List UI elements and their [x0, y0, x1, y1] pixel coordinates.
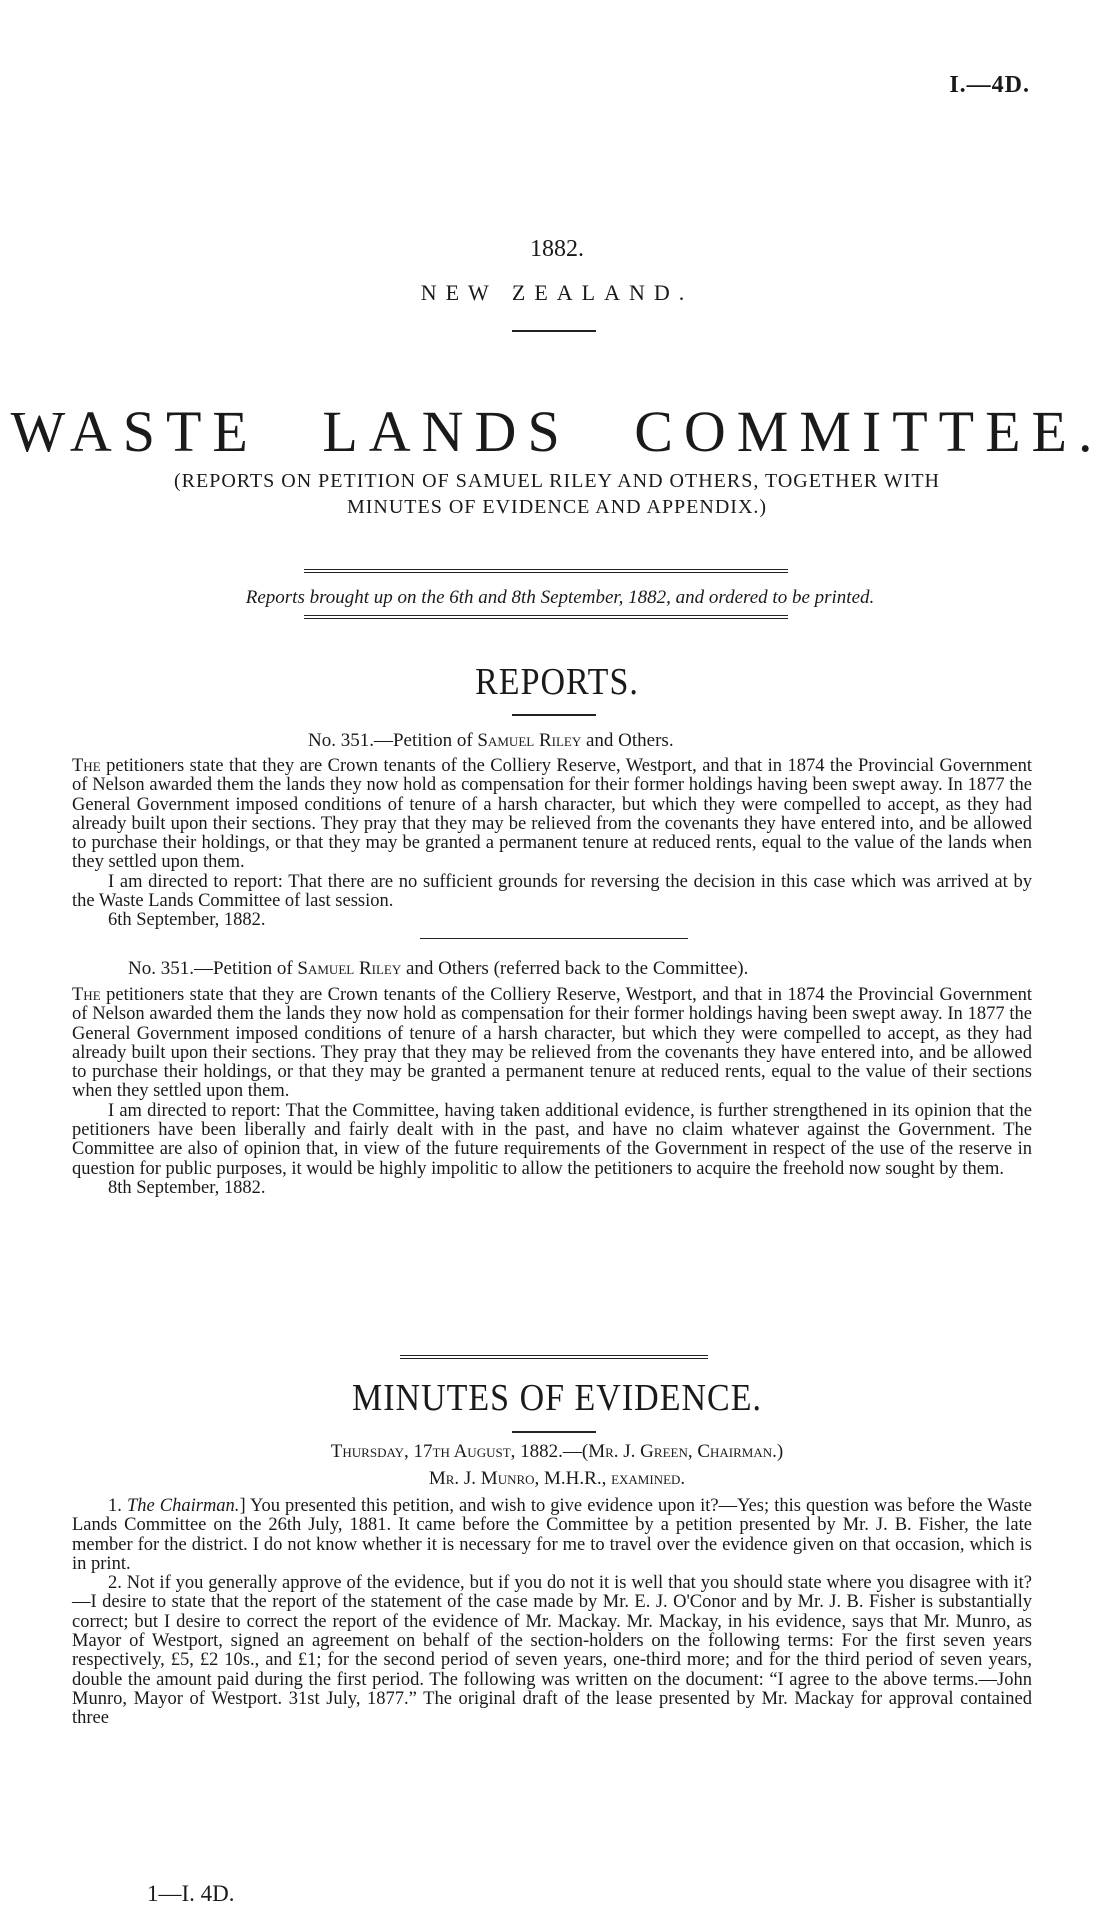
report-1-lead-word: The — [72, 756, 101, 776]
report-1-heading-suffix: and Others. — [581, 730, 674, 751]
page-footer: 1—I. 4D. — [147, 1881, 235, 1906]
report-2-paragraph-2: I am directed to report: That the Committee, having taken additional evidence, is further strengthened in its opinion that the petitioners have been liberally and fairly dealt with in the past, and have no claim whatever against the Government. The Committee are also of opinion that, in view of the future requirements of the Government in respect of the use of the reserve in question for public purposes, it would be highly impolitic to allow the petitioners to acquire the freehold now sought by them. — [72, 1100, 1032, 1179]
report-2-heading-suffix: and Others (referred back to the Committee). — [401, 958, 749, 979]
report-2-lead-word: The — [72, 985, 101, 1005]
report-1-body — [72, 757, 1032, 931]
report-2-paragraph-1-text: petitioners state that they are Crown tenants of the Colliery Reserve, Westport, and that in 1874 the Provincial Government of Nelson awarded them the lands they now hold as compensation for their former holdings having been swept away. In 1877 the General Government imposed conditions of tenure of a harsh character, but which they were compelled to accept, as they had already built upon their sections. They pray that they may be relieved from the covenants they have entered into, and be allowed to purchase their holdings, or that they may be granted a permanent tenure at reduced rents, equal to the value of their sections when they settled upon them. — [72, 985, 1032, 1102]
report-2-heading — [128, 958, 748, 980]
divider-rule — [400, 1358, 708, 1359]
divider-rule — [400, 1355, 708, 1356]
report-2-body — [72, 986, 1032, 1198]
report-1-heading — [308, 730, 674, 752]
minutes-witness: Mr. J. Munro, M.H.R., examined. — [428, 1468, 686, 1489]
report-2-date: 8th September, 1882. — [108, 1177, 266, 1198]
brought-up-notice: Reports brought up on the 6th and 8th September, 1882, and ordered to be printed. — [245, 587, 875, 608]
document-title: WASTE LANDS COMMITTEE. — [10, 399, 1104, 464]
minutes-date: Thursday, 17th August, 1882.—(Mr. J. Green, Chairman.) — [330, 1441, 784, 1462]
report-1-heading-prefix: No. 351.—Petition of — [308, 730, 478, 751]
question-2: 2. Not if you generally approve of the evidence, but if you do not it is well that you should state where you disagree with it?—I desire to state that the report of the statement of the case made by Mr. E. J. O'Conor and by Mr. J. B. Fisher is substantially correct; but I desire to correct the report of the evidence of Mr. Mackay. Mr. Mackay, in his evidence, says that Mr. Munro, as Mayor of Westport, signed an agreement on behalf of the section-holders on the following terms: For the first seven years respectively, £5, £2 10s., and £1; for the second period of seven years, one-third more; and for the third period of seven years, double the amount paid during the first period. The following was written on the document: “I agree to the above terms.—John Munro, Mayor of Westport. 31st July, 1877.” The original draft of the lease presented by Mr. Mackay for approval contained three — [72, 1573, 1032, 1729]
divider-rule — [304, 618, 788, 619]
report-1-petitioner-name: Samuel Riley — [477, 730, 582, 751]
divider-rule — [512, 714, 596, 716]
minutes-date-line — [0, 1441, 1114, 1463]
divider-rule — [512, 330, 596, 332]
report-1-date: 6th September, 1882. — [108, 910, 266, 931]
minutes-witness-line — [0, 1468, 1114, 1490]
question-1-text: ] You presented this petition, and wish to give evidence upon it?—Yes; this question was before the Waste Lands Committee on the 26th July, 1881. It came before the Committee by a petition presented by Mr. J. B. Fisher, the late member for the district. I do not know whether it is necessary for me to travel over the evidence given on that occasion, which is in print. — [72, 1496, 1032, 1574]
report-2-paragraph-1 — [72, 986, 1032, 1102]
subtitle-line-1: (REPORTS ON PETITION OF SAMUEL RILEY AND OTHERS, TOGETHER WITH — [174, 470, 940, 492]
minutes-body — [72, 1497, 1032, 1729]
report-1-paragraph-2: I am directed to report: That there are no sufficient grounds for reversing the decision in this case which was arrived at by the Waste Lands Committee of last session. — [72, 871, 1032, 912]
year: 1882. — [530, 236, 584, 262]
minutes-heading: MINUTES OF EVIDENCE. — [351, 1377, 763, 1420]
report-1-paragraph-1 — [72, 757, 1032, 873]
page-reference: I.—4D. — [949, 72, 1030, 98]
divider-rule — [304, 569, 788, 570]
divider-rule — [304, 615, 788, 616]
question-1-speaker: The Chairman. — [126, 1496, 240, 1516]
divider-rule — [304, 572, 788, 573]
divider-rule — [512, 1431, 596, 1433]
report-2-heading-prefix: No. 351.—Petition of — [128, 958, 298, 979]
report-2-petitioner-name: Samuel Riley — [297, 958, 402, 979]
country-heading: NEW ZEALAND. — [420, 280, 694, 305]
document-subtitle — [0, 468, 1114, 520]
question-1 — [72, 1497, 1032, 1574]
reports-heading: REPORTS. — [475, 661, 639, 704]
report-1-paragraph-1-text: petitioners state that they are Crown tenants of the Colliery Reserve, Westport, and that in 1874 the Provincial Government of Nelson awarded them the lands they now hold as compensation for their former holdings having been swept away. In 1877 the General Government imposed conditions of tenure of a harsh character, but which they were compelled to accept, as they had already built upon their sections. They pray that they may be relieved from the covenants they have entered into, and be allowed to purchase their holdings, or that they may be granted a permanent tenure at reduced rents, equal to the value of the lands when they settled upon them. — [72, 756, 1032, 873]
divider-rule — [420, 938, 688, 939]
subtitle-line-2: MINUTES OF EVIDENCE AND APPENDIX.) — [346, 496, 768, 518]
question-1-number: 1. — [108, 1496, 127, 1516]
